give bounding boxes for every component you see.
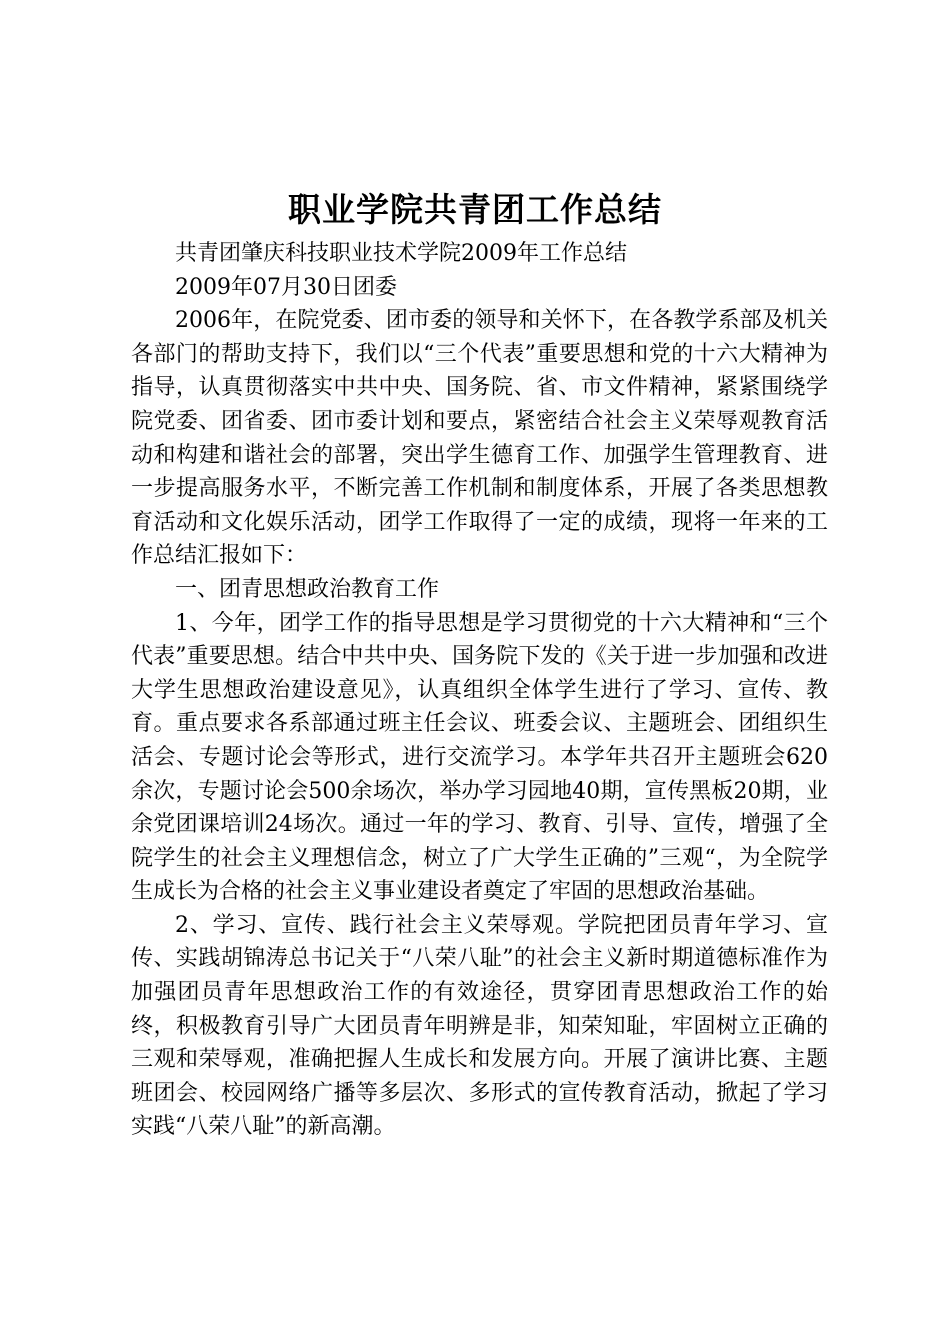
document-body (131, 237, 828, 1144)
intro-paragraph: 2006年，在院党委、团市委的领导和关怀下，在各教学系部及机关各部门的帮助支持下，我们以“三个代表”重要思想和党的十六大精神为指导，认真贯彻落实中共中央、国务院、省、市文件精神，紧紧围绕学院党委、团省委、团市委计划和要点，紧密结合社会主义荣辱观教育活动和构建和谐社会的部署，突出学生德育工作、加强学生管理教育、进一步提高服务水平，不断完善工作机制和制度体系，开展了各类思想教育活动和文化娱乐活动，团学工作取得了一定的成绩，现将一年来的工作总结汇报如下： (131, 308, 828, 569)
document-title: 职业学院共青团工作总结 (288, 190, 662, 229)
subtitle-line: 共青团肇庆科技职业技术学院2009年工作总结 (175, 241, 627, 266)
date-line: 2009年07月30日团委 (175, 274, 397, 300)
paragraph-item-1: 1、今年，团学工作的指导思想是学习贯彻党的十六大精神和“三个代表”重要思想。结合中共中央、国务院下发的《关于进一步加强和改进大学生思想政治建设意见》，认真组织全体学生进行了学习、宣传、教育。重点要求各系部通过班主任会议、班委会议、主题班会、团组织生活会、专题讨论会等形式，进行交流学习。本学年共召开主题班会620余次，专题讨论会500余场次，举办学习园地40期，宣传黑板20期，业余党团课培训24场次。通过一年的学习、教育、引导、宣传，增强了全院学生的社会主义理想信念，树立了广大学生正确的”三观“，为全院学生成长为合格的社会主义事业建设者奠定了牢固的思想政治基础。 (131, 610, 828, 905)
paragraph-item-2: 2、学习、宣传、践行社会主义荣辱观。学院把团员青年学习、宣传、实践胡锦涛总书记关于“八荣八耻”的社会主义新时期道德标准作为加强团员青年思想政治工作的有效途径，贯穿团青思想政治工作的始终，积极教育引导广大团员青年明辨是非，知荣知耻，牢固树立正确的三观和荣辱观，准确把握人生成长和发展方向。开展了演讲比赛、主题班团会、校园网络广播等多层次、多形式的宣传教育活动，掀起了学习实践“八荣八耻”的新高潮。 (131, 912, 828, 1140)
section-heading: 一、团青思想政治教育工作 (175, 576, 440, 602)
